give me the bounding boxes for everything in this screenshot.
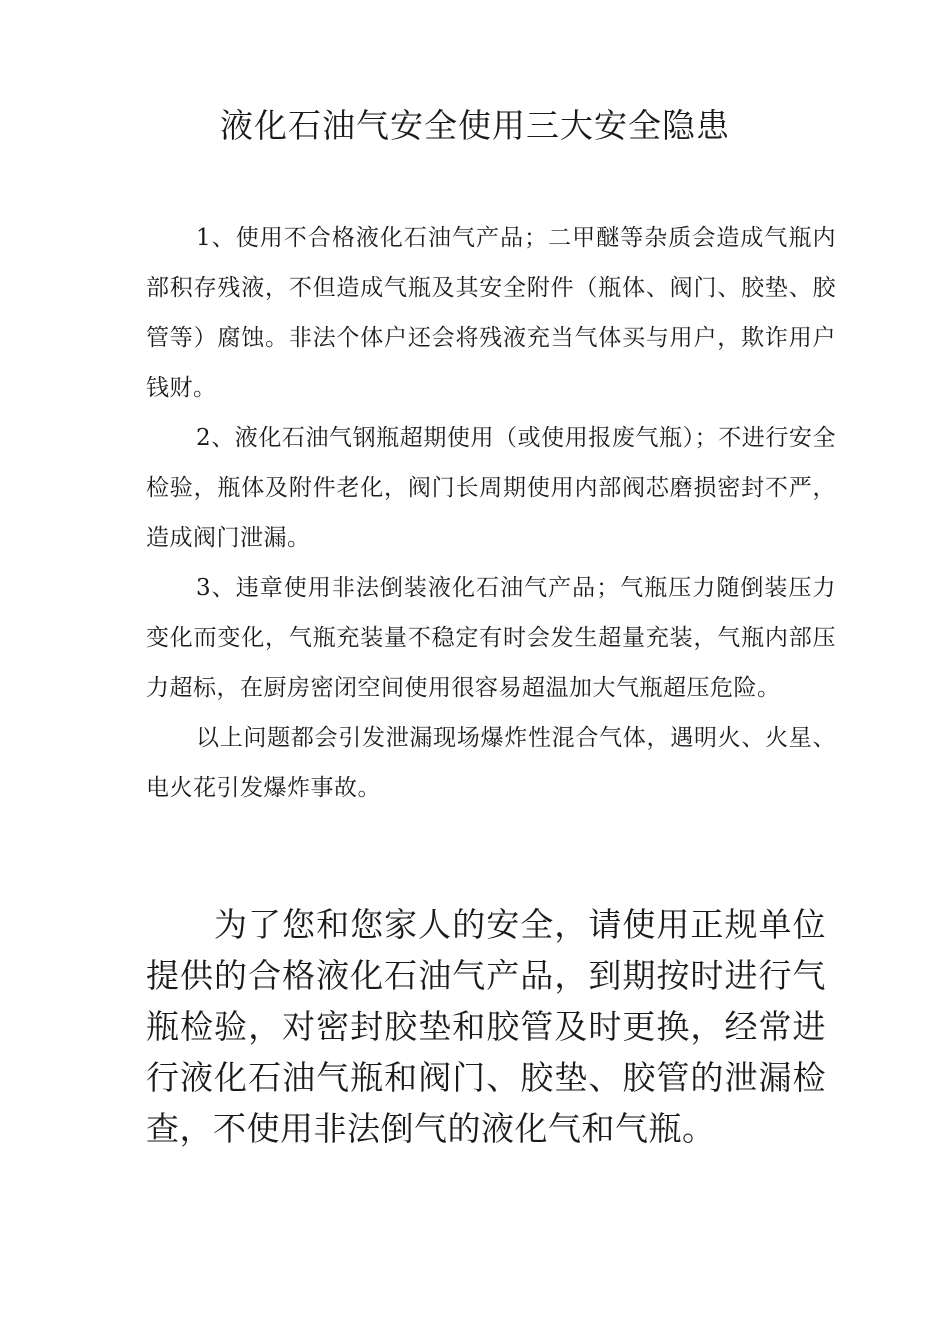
hazard-list bbox=[146, 213, 836, 813]
hazard-paragraph-1: 1、使用不合格液化石油气产品；二甲醚等杂质会造成气瓶内部积存残液，不但造成气瓶及其安全附件（瓶体、阀门、胶垫、胶管等）腐蚀。非法个体户还会将残液充当气体买与用户，欺诈用户钱财。 bbox=[146, 225, 836, 401]
hazard-paragraph-3: 3、违章使用非法倒装液化石油气产品；气瓶压力随倒装压力变化而变化，气瓶充装量不稳定有时会发生超量充装，气瓶内部压力超标，在厨房密闭空间使用很容易超温加大气瓶超压危险。 bbox=[146, 575, 836, 701]
hazard-paragraph-2: 2、液化石油气钢瓶超期使用（或使用报废气瓶）；不进行安全检验，瓶体及附件老化，阀门长周期使用内部阀芯磨损密封不严，造成阀门泄漏。 bbox=[146, 425, 836, 551]
document-title: 液化石油气安全使用三大安全隐患 bbox=[220, 106, 730, 145]
summary-paragraph: 以上问题都会引发泄漏现场爆炸性混合气体，遇明火、火星、电火花引发爆炸事故。 bbox=[146, 725, 836, 801]
safety-advice-paragraph: 为了您和您家人的安全，请使用正规单位提供的合格液化石油气产品，到期按时进行气瓶检验，对密封胶垫和胶管及时更换，经常进行液化石油气瓶和阀门、胶垫、胶管的泄漏检查，不使用非法倒气的液化气和气瓶。 bbox=[146, 905, 826, 1148]
